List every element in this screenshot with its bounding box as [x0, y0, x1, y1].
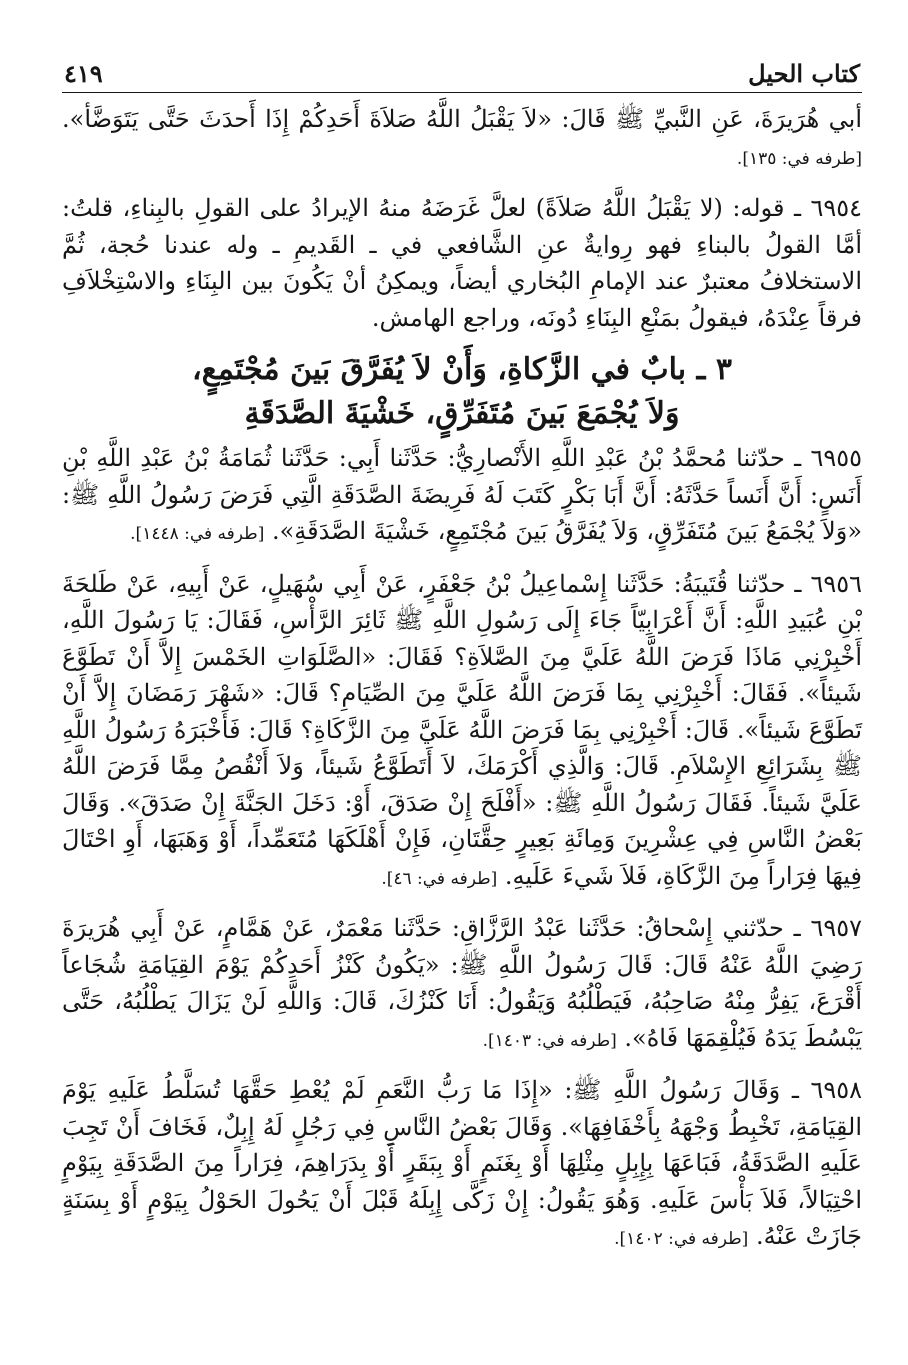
intro-reference: [طرفه في: ١٣٥].	[736, 148, 862, 169]
chapter-heading	[62, 348, 862, 436]
hadith-reference: [طرفه في: ١٤٤٨].	[130, 524, 265, 544]
hadith-text: ٦٩٥٦ ـ حدّثنا قُتَيبَةُ: حَدَّثَنا إِسْماعِيلُ بْنُ جَعْفَرٍ، عَنْ أَبِي سُهَيلٍ، عَنْ أَبِيهِ، عَنْ طَلحَةَ بْنِ عُبَيدِ اللَّهِ: أَنَّ أَعْرَابِيّاً جَاءَ إِلَى رَسُولِ اللَّهِ ﷺ ثَائِرَ الرَّأْسِ، فَقَالَ: يَا رَسُولَ اللَّهِ، أَخْبِرْنِي مَاذَا فَرَضَ اللَّهُ عَلَيَّ مِنَ الصَّلاَةِ؟ فَقَالَ: «الصَّلَوَاتِ الخَمْسَ إِلاَّ أَنْ تَطَوَّعَ شَيئاً». فَقَالَ: أَخْبِرْنِي بِمَا فَرَضَ اللَّهُ عَلَيَّ مِنَ الصِّيَامِ؟ قَالَ: «شَهْرَ رَمَضَانَ إِلاَّ أَنْ تَطَوَّعَ شَيئاً». قَالَ: أَخْبِرْنِي بِمَا فَرَضَ اللَّهُ عَلَيَّ مِنَ الزَّكَاةِ؟ قَالَ: فَأَخْبَرَهُ رَسُولُ اللَّهِ ﷺ بِشَرَائِعِ الإِسْلاَمِ. قَالَ: وَالَّذِي أَكْرَمَكَ، لاَ أَتَطَوَّعُ شَيئاً، وَلاَ أَنْقُصُ مِمَّا فَرَضَ اللَّهُ عَلَيَّ شَيئاً. فَقَالَ رَسُولُ اللَّهِ ﷺ: «أَفْلَحَ إِنْ صَدَقَ، أَوْ: دَخَلَ الجَنَّةَ إِنْ صَدَقَ». وَقَالَ بَعْضُ النَّاسِ فِي عِشْرِينَ وَمِائَةِ بَعِيرٍ حِقَّتَانِ، فَإِنْ أَهْلَكَهَا مُتَعَمِّداً، أَوْ وَهَبَهَا، أَوِ احْتَالَ فِيهَا فِرَاراً مِنَ الزَّكَاةِ، فَلاَ شَيءَ عَلَيهِ.	[62, 569, 862, 890]
page-number: ٤١٩	[64, 59, 103, 88]
hadith-reference: [طرفه في: ٤٦].	[381, 868, 498, 889]
hadith-text: ٦٩٥٧ ـ حدّثني إِسْحاقُ: حَدَّثَنا عَبْدُ الرَّزَّاقِ: حَدَّثَنا مَعْمَرٌ، عَنْ هَمَّامٍ، عَنْ أَبِي هُرَيرَةَ رَضِيَ اللَّهُ عَنْهُ قَالَ: قَالَ رَسُولُ اللَّهِ ﷺ: «يَكُونُ كَنْزُ أَحَدِكُمْ يَوْمَ القِيَامَةِ شُجَاعاً أَقْرَعَ، يَفِرُّ مِنْهُ صَاحِبُهُ، فَيَطْلُبُهُ وَيَقُولُ: أَنَا كَنْزُكَ، قَالَ: وَاللَّهِ لَنْ يَزَالَ يَطْلُبُهُ، حَتَّى يَبْسُطَ يَدَهُ فَيُلْقِمَهَا فَاهُ».	[62, 914, 862, 1052]
hadith-6958	[62, 1072, 862, 1258]
hadith-reference: [طرفه في: ١٤٠٢].	[614, 1229, 749, 1249]
header-rule	[62, 92, 862, 93]
commentary-paragraph: ٦٩٥٤ ـ قوله: (لا يَقْبَلُ اللَّهُ صَلاَةً) لعلَّ غَرَضَهُ منهُ الإيرادُ على القولِ بالبِناءِ، قلتُ: أمَّا القولُ بالبناءِ فهو رِوايةٌ عنِ الشَّافعي في ـ القَديمِ ـ وله عندنا حُجة، ثُمَّ الاستخلافُ معتبرٌ عند الإمامِ البُخاري أيضاً، ويمكِنُ أنْ يَكُونَ بين البِنَاءِ والاسْتِخْلاَفِ فرقاً عِنْدَهُ، فيقولُ بمَنْعِ البِنَاءِ دُونَه، وراجع الهامش.	[62, 194, 862, 332]
hadith-reference: [طرفه في: ١٤٠٣].	[482, 1030, 617, 1051]
hadith-text: ٦٩٥٨ ـ وَقَالَ رَسُولُ اللَّهِ ﷺ: «إِذَا مَا رَبُّ النَّعَمِ لَمْ يُعْطِ حَقَّهَا تُسَلَّطُ عَلَيهِ يَوْمَ القِيَامَةِ، تَخْبِطُ وَجْهَهُ بِأَخْفَافِهَا». وَقَالَ بَعْضُ النَّاسِ فِي رَجُلٍ لَهُ إِبِلٌ، فَخَافَ أَنْ تَجِبَ عَلَيهِ الصَّدَقَةُ، فَبَاعَهَا بِإِبِلٍ مِثْلِهَا أَوْ بِغَنَمٍ أَوْ بِبَقَرٍ أَوْ بِدَرَاهِمَ، فِرَاراً مِنَ الصَّدَقَةِ بِيَوْمٍ احْتِيَالاً، فَلاَ بَأْسَ عَلَيهِ. وَهُوَ يَقُولُ: إِنْ زَكَّى إِبِلَهُ قَبْلَ أَنْ يَحُولَ الحَوْلُ بِيَوْمٍ أَوْ بِسَنَةٍ جَازَتْ عَنْهُ.	[62, 1076, 863, 1250]
chapter-heading-line-2: وَلاَ يُجْمَعَ بَينَ مُتَفَرِّقٍ، خَشْيَةَ الصَّدَقَةِ	[244, 396, 680, 431]
intro-paragraph	[62, 101, 862, 177]
book-title: كتاب الحيل	[748, 59, 860, 88]
hadith-text: ٦٩٥٥ ـ حدّثنا مُحمَّدُ بْنُ عَبْدِ اللَّهِ الأَنْصارِيُّ: حَدَّثَنا أَبِي: حَدَّثَنا ثُمَامَةُ بْنُ عَبْدِ اللَّهِ بْنِ أَنَسٍ: أَنَّ أَنَساً حَدَّثَهُ: أَنَّ أَبَا بَكْرٍ كَتَبَ لَهُ فَرِيضَةَ الصَّدَقَةِ الَّتِي فَرَضَ رَسُولُ اللَّهِ ﷺ: «وَلاَ يُجْمَعُ بَينَ مُتَفَرِّقٍ، وَلاَ يُفَرَّقُ بَينَ مُجْتَمِعٍ، خَشْيَةَ الصَّدَقَةِ».	[62, 444, 862, 545]
running-header	[62, 52, 862, 88]
book-page	[62, 52, 862, 1258]
hadith-6957	[62, 910, 862, 1059]
intro-text: أبي هُرَيرَةَ، عَنِ النَّبيِّ ﷺ قَالَ: «لاَ يَقْبَلُ اللَّهُ صَلاَةَ أَحَدِكُمْ إِذَا أَحدَثَ حَتَّى يَتَوَضَّأ».	[62, 105, 862, 133]
hadith-6955	[62, 440, 862, 553]
hadith-6956	[62, 566, 862, 898]
chapter-heading-line-1: ٣ ـ بابٌ في الزَّكاةِ، وَأَنْ لاَ يُفَرَّقَ بَينَ مُجْتَمِعٍ،	[192, 352, 732, 387]
